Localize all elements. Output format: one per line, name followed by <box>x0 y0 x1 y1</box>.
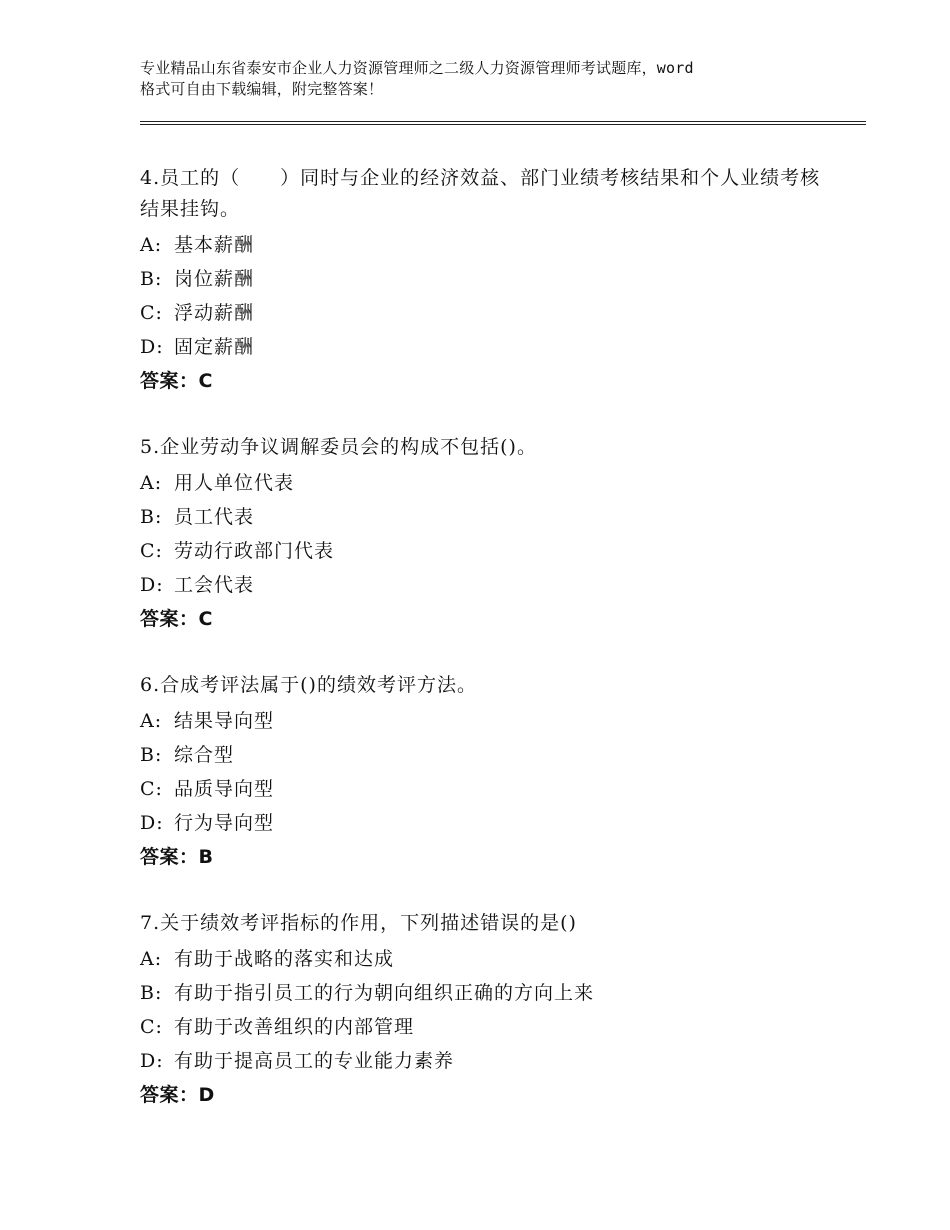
option-a <box>140 942 840 976</box>
question-stem: 5.企业劳动争议调解委员会的构成不包括()。 <box>140 436 537 458</box>
option-text: 行为导向型 <box>174 812 275 834</box>
option-letter: B: <box>140 744 163 766</box>
option-a <box>140 228 840 262</box>
option-text: 岗位薪酬 <box>174 268 255 290</box>
option-d <box>140 568 840 602</box>
option-letter: D: <box>140 574 164 596</box>
option-text: 用人单位代表 <box>174 472 295 494</box>
question-stem: 7.关于绩效考评指标的作用，下列描述错误的是() <box>140 912 577 934</box>
option-letter: D: <box>140 1050 164 1072</box>
option-letter: B: <box>140 982 163 1004</box>
question-stem: 4.员工的（ ）同时与企业的经济效益、部门业绩考核结果和个人业绩考核结果挂钩。 <box>140 167 821 220</box>
option-letter: D: <box>140 812 164 834</box>
question-6 <box>140 670 840 874</box>
option-text: 有助于战略的落实和达成 <box>174 948 395 970</box>
option-b <box>140 738 840 772</box>
option-text: 基本薪酬 <box>174 234 255 256</box>
option-c <box>140 534 840 568</box>
option-c <box>140 772 840 806</box>
option-text: 固定薪酬 <box>174 336 255 358</box>
answer-label: 答案：C <box>140 608 213 630</box>
answer-label: 答案：B <box>140 846 214 868</box>
option-letter: A: <box>140 472 163 494</box>
option-text: 浮动薪酬 <box>174 302 255 324</box>
option-c <box>140 1010 840 1044</box>
option-text: 有助于提高员工的专业能力素养 <box>174 1050 455 1072</box>
option-d <box>140 330 840 364</box>
option-text: 有助于改善组织的内部管理 <box>174 1016 415 1038</box>
header-title-line-1: 专业精品山东省泰安市企业人力资源管理师之二级人力资源管理师考试题库，word <box>140 59 694 77</box>
question-7 <box>140 908 840 1112</box>
option-text: 综合型 <box>174 744 235 766</box>
header-divider-top <box>140 121 866 122</box>
option-letter: D: <box>140 336 164 358</box>
answer-label: 答案：C <box>140 370 213 392</box>
option-letter: C: <box>140 778 163 800</box>
option-d <box>140 1044 840 1078</box>
option-c <box>140 296 840 330</box>
option-a <box>140 466 840 500</box>
option-letter: C: <box>140 540 163 562</box>
question-5 <box>140 432 840 636</box>
option-letter: A: <box>140 234 163 256</box>
question-stem: 6.合成考评法属于()的绩效考评方法。 <box>140 674 477 696</box>
option-text: 品质导向型 <box>174 778 275 800</box>
header-title-line-2: 格式可自由下载编辑，附完整答案！ <box>140 80 384 98</box>
option-b <box>140 262 840 296</box>
option-a <box>140 704 840 738</box>
option-text: 员工代表 <box>174 506 255 528</box>
option-text: 结果导向型 <box>174 710 275 732</box>
option-text: 劳动行政部门代表 <box>174 540 335 562</box>
option-b <box>140 976 840 1010</box>
option-text: 有助于指引员工的行为朝向组织正确的方向上来 <box>174 982 595 1004</box>
option-letter: C: <box>140 302 163 324</box>
answer-label: 答案：D <box>140 1084 215 1106</box>
option-b <box>140 500 840 534</box>
option-letter: A: <box>140 710 163 732</box>
option-d <box>140 806 840 840</box>
option-letter: A: <box>140 948 163 970</box>
header-divider-bottom <box>140 124 866 125</box>
question-list <box>140 163 840 1146</box>
option-letter: B: <box>140 506 163 528</box>
option-text: 工会代表 <box>174 574 255 596</box>
question-4 <box>140 163 840 398</box>
option-letter: C: <box>140 1016 163 1038</box>
option-letter: B: <box>140 268 163 290</box>
document-header <box>140 58 830 100</box>
